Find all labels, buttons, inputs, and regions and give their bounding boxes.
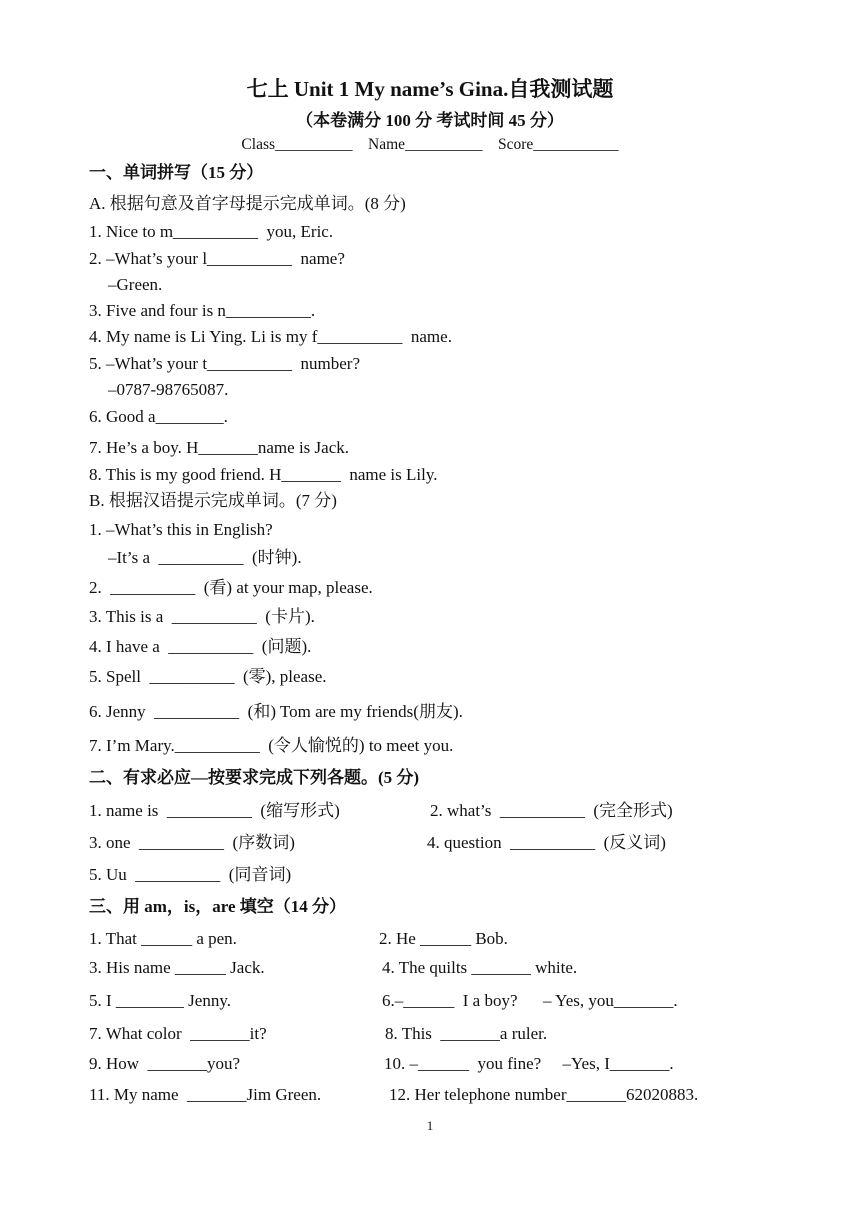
question-item: 3. This is a __________ (卡片).: [89, 607, 315, 626]
question-item: 9. How _______you?: [89, 1054, 241, 1073]
question-item: 5. Spell __________ (零), please.: [89, 667, 327, 686]
page-subtitle: （本卷满分 100 分 考试时间 45 分）: [296, 111, 564, 130]
question-item: 7. He’s a boy. H_______name is Jack.: [89, 438, 349, 457]
question-item: 5. –What’s your t__________ number?: [89, 354, 361, 373]
section-heading: 三、用 am，is，are 填空（14 分）: [89, 897, 347, 916]
question-item: 1. Nice to m__________ you, Eric.: [89, 222, 334, 241]
question-item: 4. I have a __________ (问题).: [89, 637, 312, 656]
section-heading: 二、有求必应—按要求完成下列各题。(5 分): [89, 768, 420, 787]
question-item: 3. His name ______ Jack.: [89, 958, 265, 977]
question-item: 6. Jenny __________ (和) Tom are my friends(朋友).: [89, 702, 463, 721]
question-item: 11. My name _______Jim Green.: [89, 1085, 322, 1104]
question-item: 3. Five and four is n__________.: [89, 301, 316, 320]
question-item: 4. question __________ (反义词): [427, 833, 666, 852]
page-title: 七上 Unit 1 My name’s Gina.自我测试题: [246, 77, 614, 101]
question-item: 1. name is __________ (缩写形式): [89, 801, 340, 820]
question-item: 8. This _______a ruler.: [385, 1024, 548, 1043]
question-item: 1. –What’s this in English?: [89, 520, 273, 539]
section-heading: 一、单词拼写（15 分）: [89, 163, 264, 182]
question-item: 10. –______ you fine? –Yes, I_______.: [384, 1054, 674, 1073]
part-heading: A. 根据句意及首字母提示完成单词。(8 分): [89, 194, 406, 213]
question-item: 12. Her telephone number_______62020883.: [389, 1085, 699, 1104]
question-item: 6. Good a________.: [89, 407, 228, 426]
question-item: 3. one __________ (序数词): [89, 833, 295, 852]
question-item: 2. He ______ Bob.: [379, 929, 508, 948]
question-item: 6.–______ I a boy? – Yes, you_______.: [382, 991, 678, 1010]
question-item: 2. –What’s your l__________ name?: [89, 249, 345, 268]
question-item: 4. The quilts _______ white.: [382, 958, 578, 977]
question-item: 5. I ________ Jenny.: [89, 991, 231, 1010]
question-item: 2. what’s __________ (完全形式): [430, 801, 673, 820]
question-item: 7. I’m Mary.__________ (令人愉悦的) to meet you.: [89, 736, 454, 755]
page-number: 1: [426, 1118, 434, 1133]
question-item: –Green.: [108, 275, 163, 294]
question-item: –It’s a __________ (时钟).: [108, 548, 302, 567]
student-info-line: Class__________ Name__________ Score___________: [241, 136, 619, 153]
part-heading: B. 根据汉语提示完成单词。(7 分): [89, 491, 337, 510]
question-item: 1. That ______ a pen.: [89, 929, 237, 948]
question-item: 7. What color _______it?: [89, 1024, 267, 1043]
question-item: 4. My name is Li Ying. Li is my f__________ name.: [89, 327, 452, 346]
question-item: –0787-98765087.: [108, 380, 229, 399]
question-item: 5. Uu __________ (同音词): [89, 865, 292, 884]
question-item: 8. This is my good friend. H_______ name is Lily.: [89, 465, 438, 484]
question-item: 2. __________ (看) at your map, please.: [89, 578, 373, 597]
